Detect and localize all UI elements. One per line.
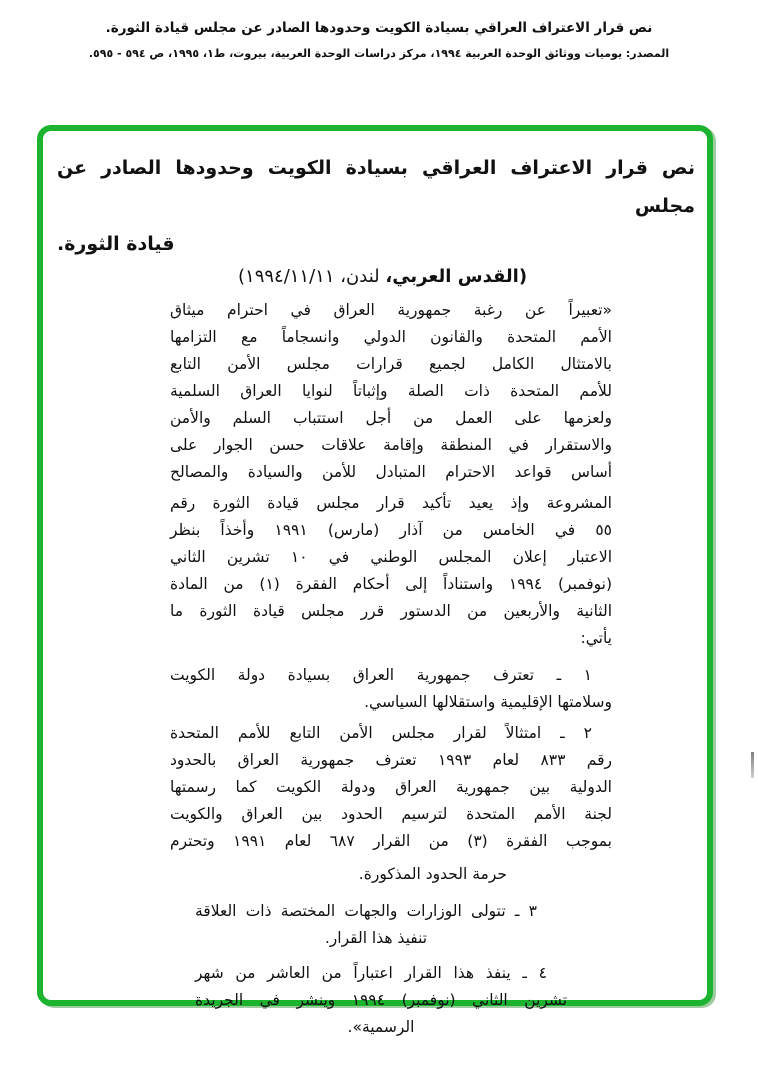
- text-line: تشرين الثاني (نوفمبر) ١٩٩٤ وينشر في الجريدة: [195, 991, 568, 1009]
- paragraph-item-3: [195, 898, 557, 952]
- page-header-source: المصدر: يوميات ووثائق الوحدة العربية ١٩٩٤، مركز دراسات الوحدة العربية، بيروت، ط١، ١٩٩٥، ص ٥٩٤ - ٥٩٥.: [88, 47, 670, 60]
- text-line: ٢ ـ امتثالاً لقرار مجلس الأمن التابع للأمم المتحدة: [170, 724, 592, 742]
- paragraph-item-2: [170, 720, 612, 855]
- byline-text: [238, 263, 707, 291]
- text-line: ٣ ـ تتولى الوزارات والجهات المختصة ذات العلاقة: [195, 902, 537, 920]
- page-header: [0, 20, 758, 60]
- text-line: رقم ٨٣٣ لعام ١٩٩٣ تعترف جمهورية العراق بالحدود: [170, 751, 613, 769]
- text-line: الاعتبار إعلان المجلس الوطني في ١٠ تشرين الثاني: [170, 548, 613, 566]
- byline-detail: لندن، ١٩٩٤/١١/١١): [238, 266, 380, 287]
- byline-publication: (القدس العربي،: [385, 266, 528, 287]
- text-line: ٤ ـ ينفذ هذا القرار اعتباراً من العاشر من شهر: [195, 964, 547, 982]
- paragraph-decision-intro: [170, 490, 612, 652]
- text-line: الأمم المتحدة والقانون الدولي وانسجاماً مع التزامها: [170, 328, 612, 346]
- text-line: بالامتثال الكامل لجميع قرارات مجلس الأمن التابع: [170, 355, 612, 373]
- text-line: أساس قواعد الاحترام المتبادل للأمن والسيادة والمصالح: [170, 463, 612, 481]
- text-line: لجنة الأمم المتحدة لترسيم الحدود بين العراق والكويت: [170, 805, 612, 823]
- paragraph-item-1: [170, 662, 612, 716]
- text-line: المشروعة وإذ يعيد تأكيد قرار مجلس قيادة الثورة رقم: [170, 494, 612, 512]
- paragraph-preamble: [170, 297, 612, 486]
- scan-artifact-mark: [751, 752, 754, 778]
- text-line: وسلامتها الإقليمية واستقلالها السياسي.: [364, 693, 612, 711]
- text-line: الثانية والأربعين من الدستور قرر مجلس قيادة الثورة ما: [170, 602, 612, 620]
- text-line: والاستقرار في المنطقة وإقامة علاقات حسن الجوار على: [170, 436, 612, 454]
- document-title: [57, 149, 695, 263]
- text-line: «تعبيراً عن رغبة جمهورية العراق في احترام ميثاق: [170, 301, 612, 319]
- text-line: (نوفمبر) ١٩٩٤ واستناداً إلى أحكام الفقرة (١) من المادة: [170, 575, 612, 593]
- text-line: تنفيذ هذا القرار.: [324, 929, 428, 947]
- text-line: بموجب الفقرة (٣) من القرار ٦٨٧ لعام ١٩٩١ وتحترم: [170, 832, 612, 850]
- text-line: ولعزمها على العمل من أجل استتباب السلم والأمن: [170, 409, 612, 427]
- document-frame: [37, 125, 713, 1036]
- document-body: [170, 297, 612, 1041]
- text-line: حرمة الحدود المذكورة.: [358, 865, 507, 883]
- text-line: للأمم المتحدة ذات الصلة وإثباتاً لنوايا العراق السلمية: [170, 382, 612, 400]
- text-line: الرسمية».: [347, 1018, 415, 1036]
- text-line: نص قرار الاعتراف العراقي بسيادة الكويت وحدودها الصادر عن مجلس: [57, 157, 695, 217]
- text-line: يأتي:: [580, 629, 612, 647]
- paragraph-item-4: [195, 960, 567, 1041]
- paragraph-item-2-tail: [170, 861, 507, 888]
- text-line: قيادة الثورة.: [57, 233, 175, 255]
- text-line: ١ ـ تعترف جمهورية العراق بسيادة دولة الكويت: [170, 666, 592, 684]
- document-byline: [43, 263, 707, 291]
- page-header-title: نص قرار الاعتراف العراقي بسيادة الكويت وحدودها الصادر عن مجلس قيادة الثورة.: [105, 20, 653, 36]
- text-line: ٥٥ في الخامس من آذار (مارس) ١٩٩١ وأخذاً بنظر: [170, 521, 612, 539]
- text-line: الدولية بين جمهورية العراق ودولة الكويت كما رسمتها: [170, 778, 612, 796]
